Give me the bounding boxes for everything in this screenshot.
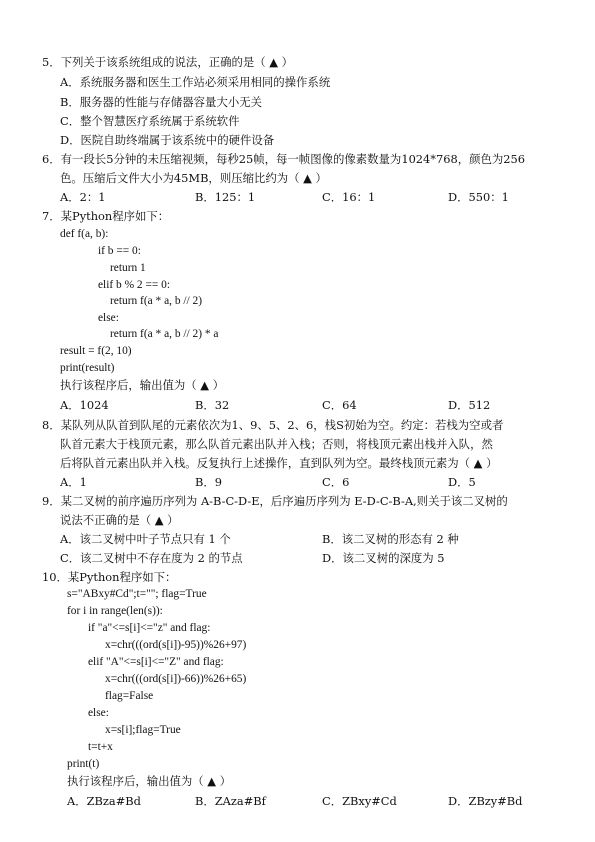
q10-code-line: flag=False [105,690,154,702]
q10-code-line: s="ABxy#Cd";t=""; flag=True [67,588,207,600]
q10-code-line: else: [88,707,109,719]
q7-option-a: A．1024 [60,398,109,412]
q7-option-b: B．32 [195,398,230,412]
q8-stem-line-1: 8．某队列从队首到队尾的元素依次为1、9、5、2、6，栈S初始为空。约定：若栈为空或者 [42,418,504,432]
q10-option-b: B．ZAza#Bf [195,794,266,808]
q9-option-a: A．该二叉树中叶子节点只有 1 个 [60,532,231,546]
q10-code-line: x=s[i];flag=True [105,724,181,736]
q10-option-d: D．ZBzy#Bd [448,794,523,808]
q9-stem-line-1: 9．某二叉树的前序遍历序列为 A-B-C-D-E，后序遍历序列为 E-D-C-B-A,则关于该二叉树的 [42,494,508,508]
q7-code-line: if b == 0: [98,245,141,257]
q5-option-a: A．系统服务器和医生工作站必须采用相同的操作系统 [60,75,331,89]
q10-option-c: C．ZBxy#Cd [322,794,397,808]
q6-option-d: D．550：1 [448,190,509,204]
q5-option-c: C．整个智慧医疗系统属于系统软件 [60,114,240,128]
q7-code-line: elif b % 2 == 0: [98,279,171,291]
q6-option-c: C．16：1 [322,190,376,204]
q7-code-line: result = f(2, 10) [60,345,132,357]
q9-option-c: C．该二叉树中不存在度为 2 的节点 [60,551,243,565]
q9-option-d: D．该二叉树的深度为 5 [322,551,445,565]
q8-option-a: A．1 [60,475,87,489]
q7-option-c: C．64 [322,398,357,412]
q7-stem: 7．某Python程序如下： [42,209,170,223]
q6-stem-line-1: 6．有一段长5分钟的未压缩视频，每秒25帧，每一帧图像的像素数量为1024*768，颜色为256 [42,152,526,166]
q8-stem-line-2: 队首元素大于栈顶元素，那么队首元素出队并入栈；否则，将栈顶元素出栈并入队，然 [60,437,493,451]
q10-code-line: x=chr(((ord(s[i])-95))%26+97) [105,639,247,651]
q5-stem: 5．下列关于该系统组成的说法，正确的是（ ▲ ） [42,55,294,69]
q5-option-d: D．医院自助终端属于该系统中的硬件设备 [60,133,275,147]
q10-code-line: if "a"<=s[i]<="z" and flag: [88,622,211,634]
q7-code-line: return f(a * a, b // 2) [110,295,203,307]
q10-option-a: A．ZBza#Bd [67,794,141,808]
q7-code-line: else: [98,312,119,324]
q7-code-line: return 1 [110,262,146,274]
q8-option-b: B．9 [195,475,223,489]
q7-code-line: def f(a, b): [60,228,109,240]
q7-code-line: print(result) [60,362,115,374]
q10-code-line: t=t+x [88,741,113,753]
q8-option-d: D．5 [448,475,476,489]
q5-option-b: B．服务器的性能与存储器容量大小无关 [60,95,263,109]
q10-code-line: for i in range(len(s)): [67,605,163,617]
q7-code-line: return f(a * a, b // 2) * a [110,328,219,340]
q8-stem-line-3: 后将队首元素出队并入栈。反复执行上述操作，直到队列为空。最终栈顶元素为（ ▲ ） [60,456,498,470]
q6-stem-line-2: 色。压缩后文件大小为45MB，则压缩比约为（ ▲ ） [60,171,327,185]
q7-tail: 执行该程序后，输出值为（ ▲ ） [60,378,225,392]
q10-stem: 10．某Python程序如下： [42,570,177,584]
q10-code-line: print(t) [67,758,100,770]
q7-option-d: D．512 [448,398,491,412]
q9-option-b: B．该二叉树的形态有 2 种 [322,532,459,546]
q10-code-line: x=chr(((ord(s[i])-66))%26+65) [105,673,247,685]
q10-tail: 执行该程序后，输出值为（ ▲ ） [67,774,232,788]
q9-stem-line-2: 说法不正确的是（ ▲ ） [60,513,179,527]
q6-option-b: B．125：1 [195,190,256,204]
q6-option-a: A．2：1 [60,190,106,204]
q8-option-c: C．6 [322,475,350,489]
q10-code-line: elif "A"<=s[i]<="Z" and flag: [88,656,224,668]
